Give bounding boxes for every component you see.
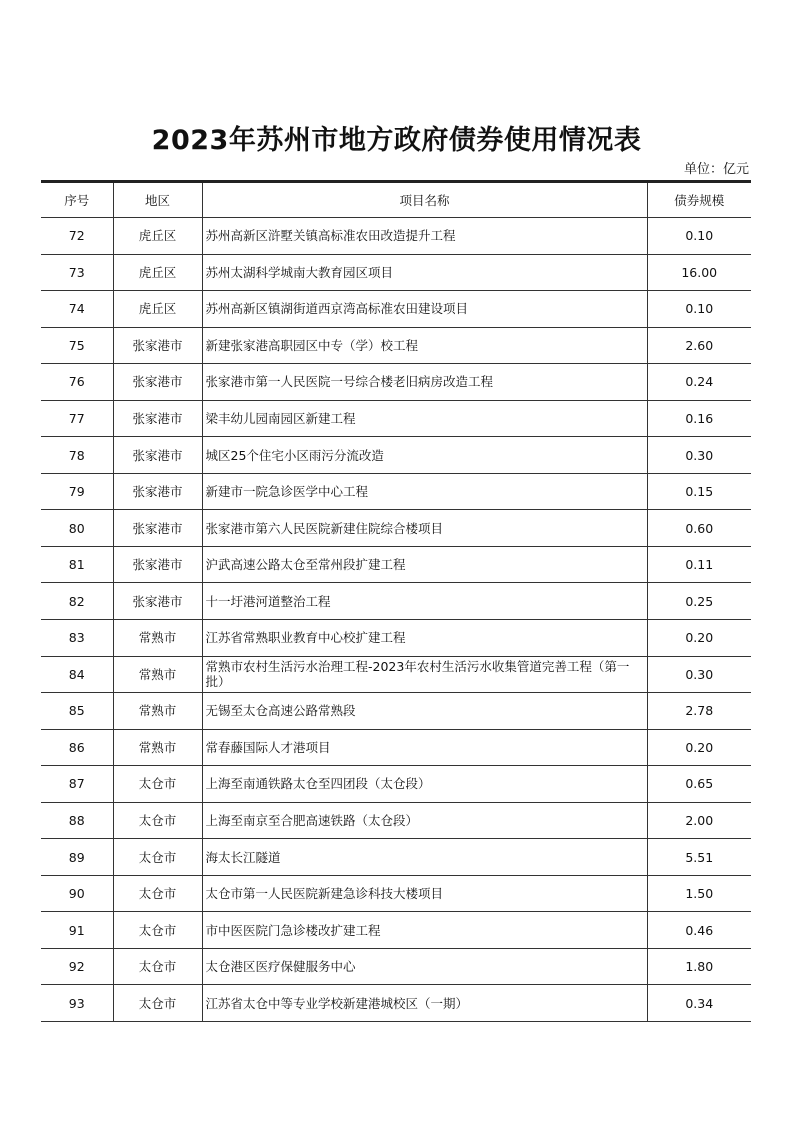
row-project-name: 市中医医院门急诊楼改扩建工程 <box>202 912 647 949</box>
row-number: 73 <box>41 254 113 291</box>
header-region: 地区 <box>113 182 202 218</box>
row-region: 常熟市 <box>113 620 202 657</box>
row-project-name: 上海至南通铁路太仓至四团段（太仓段） <box>202 766 647 803</box>
row-number: 86 <box>41 729 113 766</box>
row-number: 89 <box>41 839 113 876</box>
row-region: 张家港市 <box>113 510 202 547</box>
row-number: 83 <box>41 620 113 657</box>
row-region: 张家港市 <box>113 327 202 364</box>
unit-label: 单位：亿元 <box>683 162 749 177</box>
row-region: 太仓市 <box>113 912 202 949</box>
row-project-name: 常熟市农村生活污水治理工程-2023年农村生活污水收集管道完善工程（第一批） <box>202 656 647 693</box>
row-number: 81 <box>41 546 113 583</box>
row-project-name: 上海至南京至合肥高速铁路（太仓段） <box>202 802 647 839</box>
row-project-name: 江苏省太仓中等专业学校新建港城校区（一期） <box>202 985 647 1022</box>
row-project-name: 苏州高新区镇湖街道西京湾高标准农田建设项目 <box>202 291 647 328</box>
row-number: 93 <box>41 985 113 1022</box>
row-region: 张家港市 <box>113 583 202 620</box>
row-number: 85 <box>41 693 113 730</box>
row-bond-amount: 0.20 <box>647 620 751 657</box>
table-row <box>41 912 751 949</box>
header-bond-amount: 债券规模 <box>647 182 751 218</box>
row-project-name: 苏州高新区浒墅关镇高标准农田改造提升工程 <box>202 218 647 255</box>
table-row <box>41 473 751 510</box>
row-bond-amount: 0.15 <box>647 473 751 510</box>
row-number: 84 <box>41 656 113 693</box>
row-bond-amount: 1.80 <box>647 948 751 985</box>
row-bond-amount: 0.46 <box>647 912 751 949</box>
table-row <box>41 839 751 876</box>
row-project-name: 常春藤国际人才港项目 <box>202 729 647 766</box>
row-project-name: 梁丰幼儿园南园区新建工程 <box>202 400 647 437</box>
row-region: 常熟市 <box>113 656 202 693</box>
header-project-name: 项目名称 <box>202 182 647 218</box>
row-region: 太仓市 <box>113 948 202 985</box>
row-region: 虎丘区 <box>113 291 202 328</box>
row-bond-amount: 0.11 <box>647 546 751 583</box>
row-region: 虎丘区 <box>113 254 202 291</box>
row-number: 92 <box>41 948 113 985</box>
row-region: 常熟市 <box>113 693 202 730</box>
row-number: 76 <box>41 364 113 401</box>
table-row <box>41 583 751 620</box>
row-bond-amount: 2.00 <box>647 802 751 839</box>
table-row <box>41 875 751 912</box>
row-bond-amount: 0.10 <box>647 218 751 255</box>
row-bond-amount: 0.65 <box>647 766 751 803</box>
row-region: 虎丘区 <box>113 218 202 255</box>
row-bond-amount: 2.60 <box>647 327 751 364</box>
table-row <box>41 656 751 693</box>
row-region: 太仓市 <box>113 766 202 803</box>
row-bond-amount: 0.25 <box>647 583 751 620</box>
row-number: 82 <box>41 583 113 620</box>
row-project-name: 江苏省常熟职业教育中心校扩建工程 <box>202 620 647 657</box>
table-row <box>41 693 751 730</box>
row-region: 太仓市 <box>113 985 202 1022</box>
row-region: 太仓市 <box>113 839 202 876</box>
row-region: 太仓市 <box>113 875 202 912</box>
row-project-name: 海太长江隧道 <box>202 839 647 876</box>
row-project-name: 无锡至太仓高速公路常熟段 <box>202 693 647 730</box>
table-row <box>41 291 751 328</box>
row-region: 张家港市 <box>113 437 202 474</box>
row-number: 77 <box>41 400 113 437</box>
row-bond-amount: 5.51 <box>647 839 751 876</box>
page-title: 2023年苏州市地方政府债券使用情况表 <box>151 125 642 156</box>
row-number: 90 <box>41 875 113 912</box>
table-row <box>41 364 751 401</box>
table-row <box>41 218 751 255</box>
row-bond-amount: 1.50 <box>647 875 751 912</box>
row-bond-amount: 0.34 <box>647 985 751 1022</box>
row-number: 72 <box>41 218 113 255</box>
row-project-name: 张家港市第一人民医院一号综合楼老旧病房改造工程 <box>202 364 647 401</box>
table-row <box>41 729 751 766</box>
header-no: 序号 <box>41 182 113 218</box>
row-project-name: 十一圩港河道整治工程 <box>202 583 647 620</box>
row-bond-amount: 0.30 <box>647 437 751 474</box>
row-bond-amount: 0.30 <box>647 656 751 693</box>
row-bond-amount: 0.10 <box>647 291 751 328</box>
row-region: 张家港市 <box>113 473 202 510</box>
row-number: 78 <box>41 437 113 474</box>
row-project-name: 新建张家港高职园区中专（学）校工程 <box>202 327 647 364</box>
row-project-name: 新建市一院急诊医学中心工程 <box>202 473 647 510</box>
row-region: 张家港市 <box>113 546 202 583</box>
row-bond-amount: 0.20 <box>647 729 751 766</box>
bond-usage-table <box>41 180 751 1022</box>
table-row <box>41 948 751 985</box>
row-region: 张家港市 <box>113 400 202 437</box>
row-project-name: 太仓港区医疗保健服务中心 <box>202 948 647 985</box>
row-bond-amount: 0.24 <box>647 364 751 401</box>
row-region: 常熟市 <box>113 729 202 766</box>
row-number: 88 <box>41 802 113 839</box>
row-number: 75 <box>41 327 113 364</box>
row-number: 91 <box>41 912 113 949</box>
table-header-row <box>41 182 751 218</box>
table-row <box>41 985 751 1022</box>
row-number: 80 <box>41 510 113 547</box>
row-bond-amount: 0.60 <box>647 510 751 547</box>
row-project-name: 城区25个住宅小区雨污分流改造 <box>202 437 647 474</box>
row-number: 87 <box>41 766 113 803</box>
row-project-name: 苏州太湖科学城南大教育园区项目 <box>202 254 647 291</box>
table-row <box>41 620 751 657</box>
row-number: 79 <box>41 473 113 510</box>
table-row <box>41 766 751 803</box>
table-row <box>41 546 751 583</box>
table-body <box>41 218 751 1022</box>
row-project-name: 沪武高速公路太仓至常州段扩建工程 <box>202 546 647 583</box>
row-project-name: 太仓市第一人民医院新建急诊科技大楼项目 <box>202 875 647 912</box>
row-region: 太仓市 <box>113 802 202 839</box>
table-row <box>41 802 751 839</box>
table-row <box>41 400 751 437</box>
table-row <box>41 437 751 474</box>
table-row <box>41 510 751 547</box>
row-project-name: 张家港市第六人民医院新建住院综合楼项目 <box>202 510 647 547</box>
row-bond-amount: 16.00 <box>647 254 751 291</box>
row-bond-amount: 0.16 <box>647 400 751 437</box>
row-number: 74 <box>41 291 113 328</box>
table-row <box>41 254 751 291</box>
row-bond-amount: 2.78 <box>647 693 751 730</box>
row-region: 张家港市 <box>113 364 202 401</box>
table-row <box>41 327 751 364</box>
